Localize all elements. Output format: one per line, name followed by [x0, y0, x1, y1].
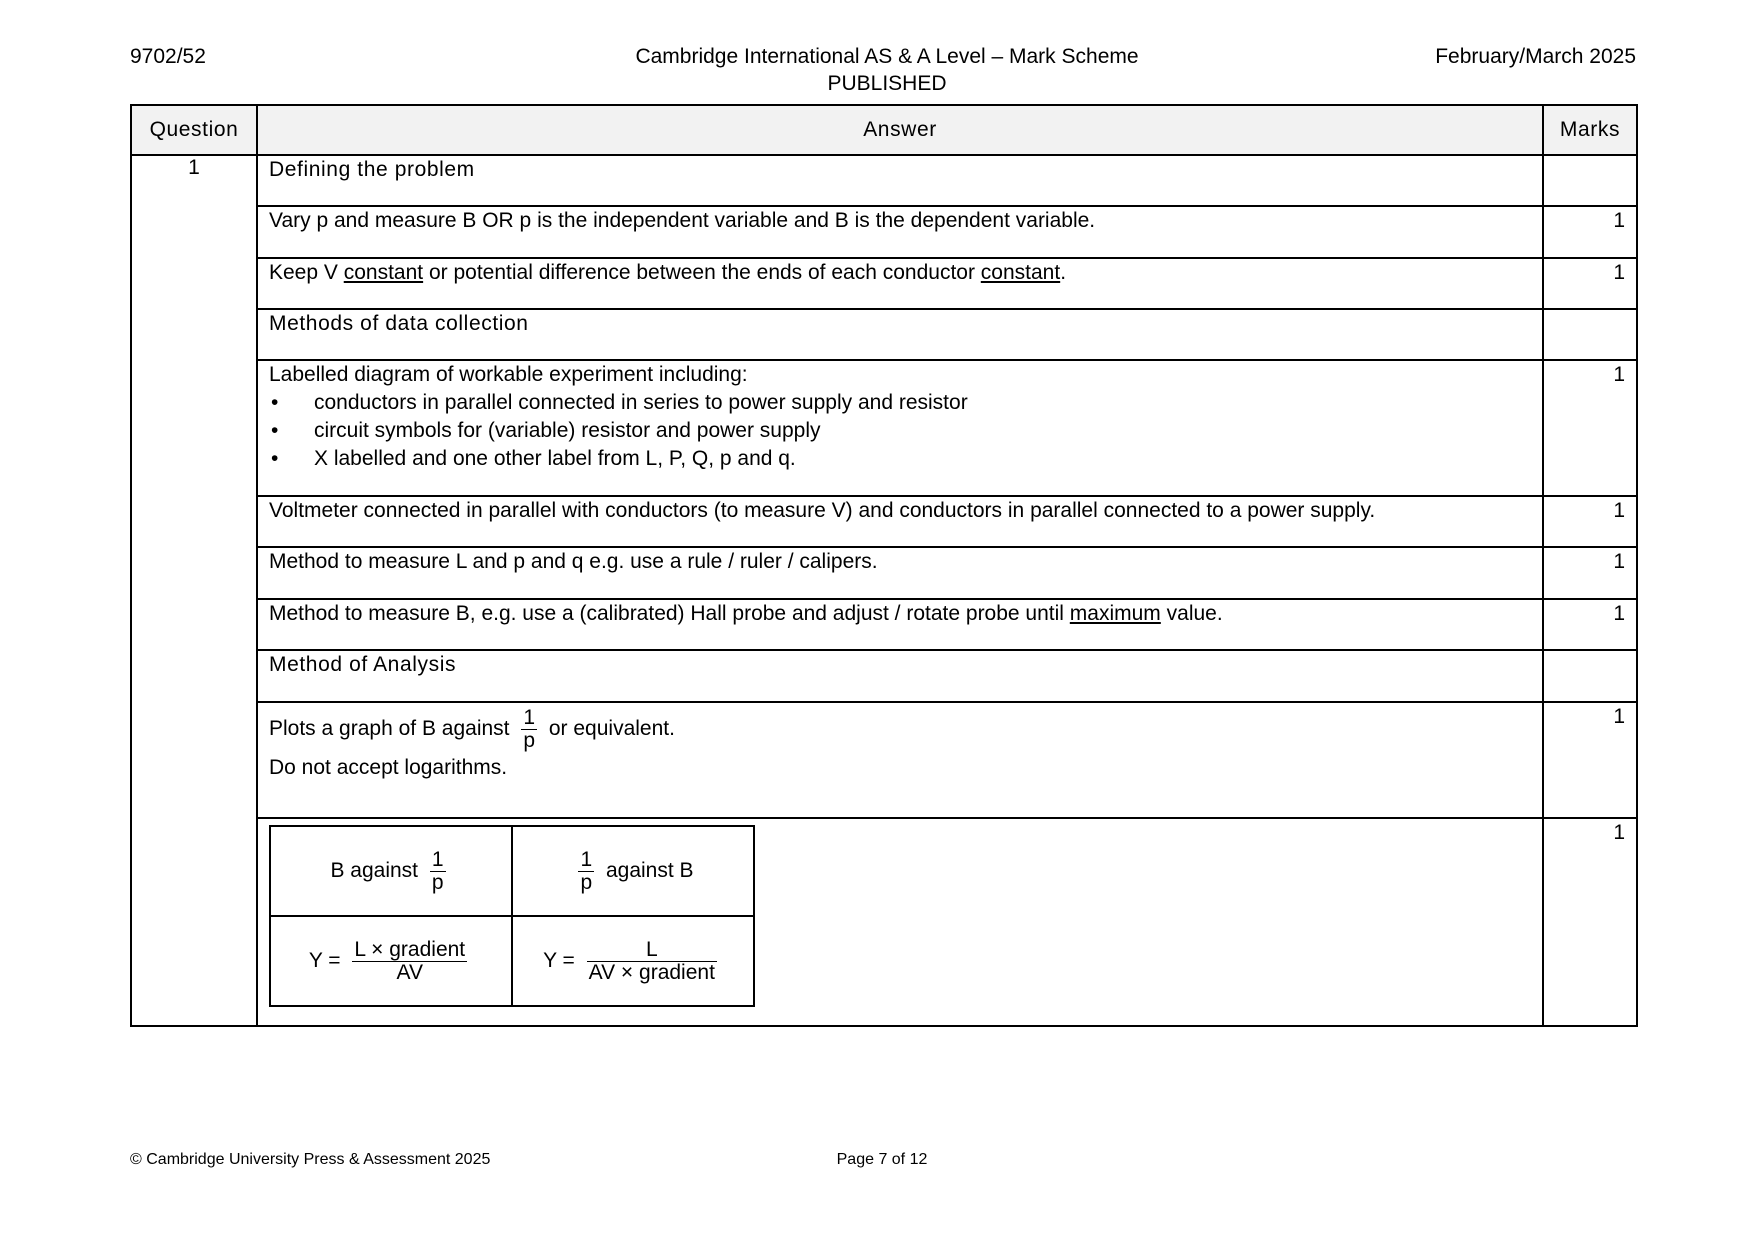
text-span: or potential difference between the ends of each conductor — [423, 261, 981, 284]
marks-cell — [1543, 155, 1637, 206]
list-item: • conductors in parallel connected in series to power supply and resistor — [269, 389, 1531, 417]
formula-2 — [512, 916, 754, 1006]
fraction-numerator: L — [645, 937, 658, 961]
marks-cell — [1543, 309, 1637, 360]
answer-voltmeter: Voltmeter connected in parallel with conductors (to measure V) and conductors in parallel connected to a power supply. — [257, 496, 1543, 547]
table-row — [131, 702, 1637, 818]
section-heading-defining: Defining the problem — [257, 155, 1543, 206]
text-span: against — [350, 858, 419, 882]
section-heading-analysis: Method of Analysis — [257, 650, 1543, 702]
diagram-intro: Labelled diagram of workable experiment including: — [269, 363, 748, 386]
marks-cell: 1 — [1543, 702, 1637, 818]
fraction-denominator: p — [580, 870, 593, 894]
fraction-one-over-p — [578, 849, 594, 894]
marks-cell: 1 — [1543, 206, 1637, 258]
formula-fraction — [587, 939, 717, 984]
criteria-list — [269, 389, 1531, 473]
answer-measure-l: Method to measure L and p and q e.g. use a rule / ruler / calipers. — [257, 547, 1543, 599]
fraction-denominator: p — [431, 870, 444, 894]
fraction-denominator: AV × gradient — [588, 960, 715, 984]
question-number: 1 — [131, 155, 257, 1026]
answer-measure-b — [257, 599, 1543, 650]
underlined-word: constant — [980, 261, 1061, 284]
marks-cell: 1 — [1543, 258, 1637, 309]
fraction-denominator: p — [523, 729, 536, 752]
variable-b: B — [679, 858, 694, 882]
graph-option-1 — [270, 826, 512, 916]
fraction-one-over-p — [521, 707, 537, 752]
marks-cell: 1 — [1543, 360, 1637, 496]
formula-lhs: Y = — [543, 948, 575, 972]
table-row — [131, 258, 1637, 309]
answer-header: Answer — [257, 105, 1543, 155]
variable-b: B — [421, 717, 436, 741]
text-span: Plots a graph of — [269, 717, 422, 741]
mark-scheme-table — [130, 104, 1638, 1027]
fraction-denominator: AV — [352, 961, 467, 984]
text-span: against — [605, 858, 674, 882]
plot-note: Do not accept logarithms. — [269, 756, 508, 779]
table-row — [131, 496, 1637, 547]
answer-vary: Vary p and measure B OR p is the independent variable and B is the dependent variable. — [257, 206, 1543, 258]
title-line-1: Cambridge International AS & A Level – Mark Scheme — [635, 45, 1139, 68]
text-span: or equivalent. — [543, 717, 675, 741]
copyright-notice: © Cambridge University Press & Assessment 2025 — [130, 1151, 491, 1168]
table-row — [131, 547, 1637, 599]
table-row — [131, 650, 1637, 702]
answer-diagram — [257, 360, 1543, 496]
list-item: • circuit symbols for (variable) resistor and power supply — [269, 417, 1531, 445]
graph-option-2 — [512, 826, 754, 916]
table-row — [131, 818, 1637, 1026]
section-heading-methods: Methods of data collection — [257, 309, 1543, 360]
fraction-numerator: 1 — [431, 847, 444, 871]
fraction-numerator: 1 — [580, 847, 593, 871]
marks-cell: 1 — [1543, 547, 1637, 599]
text-span: Keep V — [269, 261, 344, 284]
marks-cell: 1 — [1543, 599, 1637, 650]
underlined-word: constant — [343, 261, 424, 284]
list-item: • X labelled and one other label from L, P, Q, p and q. — [269, 445, 1531, 473]
text-span: Method to measure B, e.g. use a (calibrated) Hall probe and adjust / rotate probe until — [269, 602, 1070, 625]
fraction-one-over-p — [430, 849, 446, 894]
table-row — [131, 309, 1637, 360]
formula-table-row — [270, 916, 754, 1006]
formula-table-row — [270, 826, 754, 916]
answer-formula-table-cell — [257, 818, 1543, 1026]
plot-line — [269, 707, 1531, 752]
table-row — [131, 206, 1637, 258]
question-header: Question — [131, 105, 257, 155]
marks-cell — [1543, 650, 1637, 702]
text-span: value. — [1160, 602, 1223, 625]
underlined-word: maximum — [1069, 602, 1161, 625]
marks-cell: 1 — [1543, 496, 1637, 547]
table-row — [131, 360, 1637, 496]
fraction-numerator: L × gradient — [354, 937, 466, 961]
formula-1 — [270, 916, 512, 1006]
marks-cell: 1 — [1543, 818, 1637, 1026]
formula-table — [269, 825, 755, 1007]
title-line-2: PUBLISHED — [827, 72, 947, 95]
fraction-numerator: 1 — [523, 706, 536, 729]
table-header-row — [131, 105, 1637, 155]
paper-code: 9702/52 — [130, 45, 206, 68]
answer-keep-constant — [257, 258, 1543, 309]
text-span: . — [1060, 261, 1067, 284]
table-row — [131, 155, 1637, 206]
formula-fraction — [352, 939, 467, 984]
formula-lhs: Y = — [308, 948, 341, 972]
page-number: Page 7 of 12 — [836, 1151, 928, 1168]
marks-header: Marks — [1543, 105, 1637, 155]
table-row — [131, 599, 1637, 650]
text-span: against — [435, 717, 516, 741]
answer-plot — [257, 702, 1543, 818]
variable-b: B — [330, 858, 345, 882]
exam-session: February/March 2025 — [1435, 45, 1636, 68]
